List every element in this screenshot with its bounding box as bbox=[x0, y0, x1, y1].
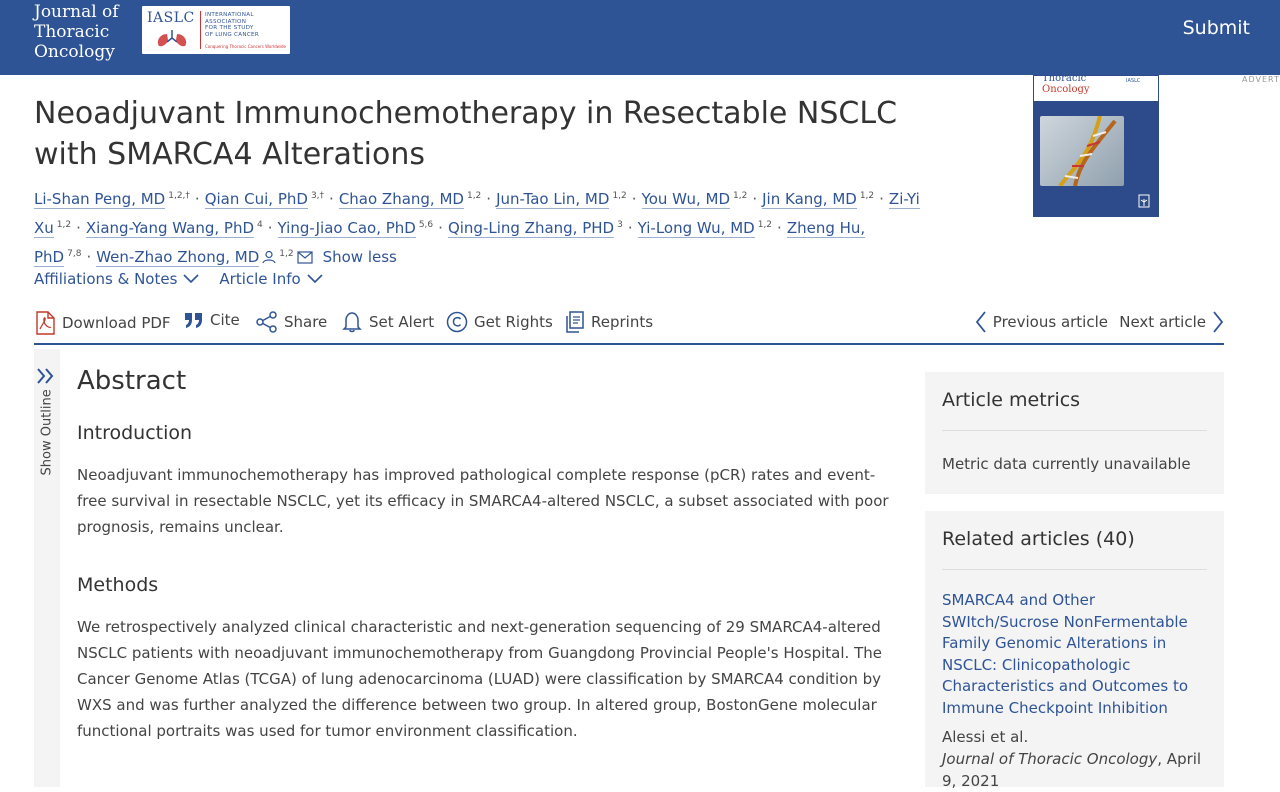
author-affiliation-sup: 1,2 bbox=[859, 191, 875, 201]
pdf-icon bbox=[34, 311, 56, 335]
iaslc-line: OF LUNG CANCER bbox=[205, 31, 260, 38]
share-label: Share bbox=[284, 313, 328, 331]
separator: · bbox=[486, 190, 492, 208]
cover-title-line: Thoracic bbox=[1042, 73, 1087, 84]
separator: · bbox=[267, 219, 273, 237]
dna-illustration bbox=[1040, 116, 1124, 186]
set-alert-label: Set Alert bbox=[369, 313, 435, 331]
iaslc-logo[interactable] bbox=[142, 6, 290, 54]
affiliations-label: Affiliations & Notes bbox=[34, 270, 178, 288]
separator: · bbox=[329, 190, 334, 208]
iaslc-tagline: Conquering Thoracic Cancers Worldwide bbox=[205, 44, 286, 49]
lungs-icon bbox=[153, 28, 193, 48]
separator: · bbox=[631, 190, 637, 208]
author-name-link[interactable]: Jun-Tao Lin, MD bbox=[496, 190, 610, 208]
related-articles-panel bbox=[925, 511, 1224, 790]
author-affiliation-sup: 1,2 bbox=[733, 191, 748, 201]
author-affiliation-sup: 1,2 bbox=[466, 191, 482, 201]
section-body: We retrospectively analyzed clinical characteristic and next-generation sequencing of 29 SMARCA4-altered NSCLC patients with neoadjuvant immunochemotherapy from Guangdong Provincial People's Hospital. The Cancer Genome Atlas (TCGA) of lung adenocarcinoma (LUAD) were classification by SMARCA4 condition by WXS and was further analyzed the difference between two group. In altered group, BostonGene molecular functional portraits was used for tumor environment classification. bbox=[77, 618, 882, 740]
section-body: Neoadjuvant immunochemotherapy has improved pathological complete response (pCR) rates and event-free survival in resectable NSCLC, yet its efficacy in SMARCA4-altered NSCLC, a subset associated with poor prognosis, remains unclear. bbox=[77, 466, 889, 536]
journal-logo[interactable] bbox=[34, 2, 119, 62]
show-less-toggle[interactable]: Show less bbox=[322, 248, 397, 266]
download-pdf-button[interactable] bbox=[34, 311, 171, 335]
author-entry bbox=[638, 219, 772, 237]
author-name-link[interactable]: Qian Cui, PhD bbox=[204, 190, 308, 208]
submit-link[interactable]: Submit bbox=[1182, 17, 1250, 39]
get-rights-label: Get Rights bbox=[474, 313, 553, 331]
outline-rail[interactable] bbox=[34, 349, 60, 787]
author-name-link[interactable]: Wen-Zhao Zhong, MD bbox=[96, 248, 260, 266]
cover-badge: IASLC bbox=[1126, 78, 1141, 84]
related-article-link[interactable]: SMARCA4 and Other SWItch/Sucrose NonFermentable Family Genomic Alterations in NSCLC: Clinicopathologic Characteristics and Outcomes to Immune Checkpoint Inhibition bbox=[942, 591, 1189, 717]
article-metrics-panel bbox=[925, 372, 1224, 494]
section-introduction bbox=[77, 422, 897, 540]
next-article-link[interactable] bbox=[1119, 311, 1224, 333]
author-name-link[interactable]: You Wu, MD bbox=[641, 190, 731, 208]
journal-cover-image[interactable] bbox=[1033, 75, 1159, 217]
related-heading: Related articles (40) bbox=[942, 528, 1135, 550]
author-name-link[interactable]: Yi-Long Wu, MD bbox=[637, 219, 755, 237]
chevron-left-icon bbox=[975, 311, 987, 333]
author-name-link[interactable]: Chao Zhang, MD bbox=[338, 190, 464, 208]
envelope-icon[interactable] bbox=[297, 251, 313, 264]
author-affiliation-sup: 7,8 bbox=[67, 249, 82, 259]
elsevier-tree-icon bbox=[1138, 194, 1150, 208]
article-info-toggle[interactable] bbox=[219, 270, 322, 288]
download-pdf-label: Download PDF bbox=[62, 314, 171, 332]
show-outline-label[interactable]: Show Outline bbox=[39, 389, 55, 476]
author-name-link[interactable]: Jin Kang, MD bbox=[762, 190, 857, 208]
separator: · bbox=[194, 190, 200, 208]
author-entry bbox=[762, 190, 874, 208]
previous-article-label: Previous article bbox=[992, 313, 1108, 331]
advertisement-label: ADVERT bbox=[1242, 75, 1280, 84]
author-affiliation-sup: 4 bbox=[257, 220, 263, 230]
cite-label: Cite bbox=[210, 311, 240, 329]
share-icon bbox=[256, 311, 278, 333]
previous-article-link[interactable] bbox=[975, 311, 1108, 333]
person-icon[interactable] bbox=[262, 250, 276, 264]
cover-title-line: Oncology bbox=[1042, 84, 1090, 95]
iaslc-line: ASSOCIATION bbox=[205, 18, 247, 25]
author-name-link[interactable]: Zi-Yi Xu bbox=[34, 190, 920, 237]
reprints-button[interactable] bbox=[565, 311, 653, 333]
journal-logo-line: Journal of bbox=[34, 2, 119, 22]
set-alert-button[interactable] bbox=[341, 311, 434, 333]
separator: · bbox=[76, 219, 81, 237]
author-entry bbox=[339, 190, 481, 208]
metrics-status: Metric data currently unavailable bbox=[942, 455, 1191, 473]
affiliations-toggle[interactable] bbox=[34, 270, 199, 288]
iaslc-full-name bbox=[205, 12, 259, 38]
cite-button[interactable] bbox=[184, 311, 240, 329]
related-article-journal: Journal of Thoracic Oncology bbox=[942, 750, 1158, 768]
author-list bbox=[34, 183, 934, 270]
iaslc-line: INTERNATIONAL bbox=[205, 12, 254, 18]
next-article-label: Next article bbox=[1119, 313, 1206, 331]
dna-icon bbox=[1040, 116, 1124, 186]
copyright-icon bbox=[446, 311, 468, 333]
iaslc-abbrev: IASLC bbox=[147, 10, 195, 26]
separator: · bbox=[752, 190, 758, 208]
author-affiliation-sup: 3 bbox=[617, 220, 623, 230]
author-entry bbox=[496, 190, 627, 208]
author-affiliation-sup: 5,6 bbox=[418, 220, 434, 230]
info-row bbox=[34, 270, 323, 288]
author-affiliation-sup: 1,2 bbox=[279, 249, 294, 259]
separator: · bbox=[438, 219, 443, 237]
article-info-label: Article Info bbox=[219, 270, 301, 288]
author-entry bbox=[96, 248, 293, 266]
author-affiliation-sup: 3,† bbox=[310, 191, 325, 201]
section-heading: Introduction bbox=[77, 422, 193, 444]
author-affiliation-sup: 1,2,† bbox=[168, 191, 190, 201]
chevron-down-icon bbox=[183, 274, 199, 284]
separator: · bbox=[879, 190, 884, 208]
iaslc-line: FOR THE STUDY bbox=[205, 25, 254, 32]
related-article-authors: Alessi et al. bbox=[942, 728, 1029, 746]
bell-icon bbox=[341, 311, 363, 333]
abstract-section bbox=[77, 366, 897, 778]
author-name-link[interactable]: Ying-Jiao Cao, PhD bbox=[277, 219, 416, 237]
abstract-heading: Abstract bbox=[77, 366, 187, 396]
chevron-down-icon bbox=[307, 274, 323, 284]
author-affiliation-sup: 1,2 bbox=[757, 220, 773, 230]
related-article-source bbox=[942, 749, 1212, 792]
author-affiliation-sup: 1,2 bbox=[612, 191, 627, 201]
chevron-right-icon bbox=[1212, 311, 1224, 333]
author-entry bbox=[278, 219, 434, 237]
get-rights-button[interactable] bbox=[446, 311, 553, 333]
site-header bbox=[0, 0, 1280, 75]
divider bbox=[200, 11, 201, 49]
author-entry bbox=[205, 190, 324, 208]
related-article-date: , April 9, 2021 bbox=[942, 750, 1202, 790]
author-name-link[interactable]: Xiang-Yang Wang, PhD bbox=[85, 219, 255, 237]
cover-header bbox=[1034, 73, 1158, 101]
author-name-link[interactable]: Li-Shan Peng, MD bbox=[34, 190, 166, 208]
author-entry bbox=[642, 190, 748, 208]
divider bbox=[942, 569, 1207, 570]
author-name-link[interactable]: Zheng Hu, PhD bbox=[34, 219, 866, 266]
reprints-label: Reprints bbox=[591, 313, 654, 331]
section-heading: Methods bbox=[77, 574, 159, 596]
author-entry bbox=[448, 219, 623, 237]
journal-logo-line: Oncology bbox=[34, 42, 115, 62]
section-methods bbox=[77, 574, 897, 744]
divider bbox=[942, 430, 1207, 431]
author-affiliation-sup: 1,2 bbox=[56, 220, 72, 230]
article-title: Neoadjuvant Immunochemotherapy in Resectable NSCLC with SMARCA4 Alterations bbox=[34, 96, 898, 172]
separator: · bbox=[86, 248, 92, 266]
author-entry bbox=[34, 190, 190, 208]
journal-logo-line: Thoracic bbox=[34, 22, 110, 42]
author-name-link[interactable]: Qing-Ling Zhang, PHD bbox=[447, 219, 615, 237]
quote-icon bbox=[184, 311, 204, 329]
separator: · bbox=[777, 219, 782, 237]
article-toolbar bbox=[34, 307, 1224, 345]
double-chevron-right-icon[interactable] bbox=[36, 367, 56, 385]
reprints-icon bbox=[565, 311, 585, 333]
metrics-heading: Article metrics bbox=[942, 389, 1081, 411]
share-button[interactable] bbox=[256, 311, 327, 333]
author-entry bbox=[86, 219, 263, 237]
separator: · bbox=[627, 219, 633, 237]
